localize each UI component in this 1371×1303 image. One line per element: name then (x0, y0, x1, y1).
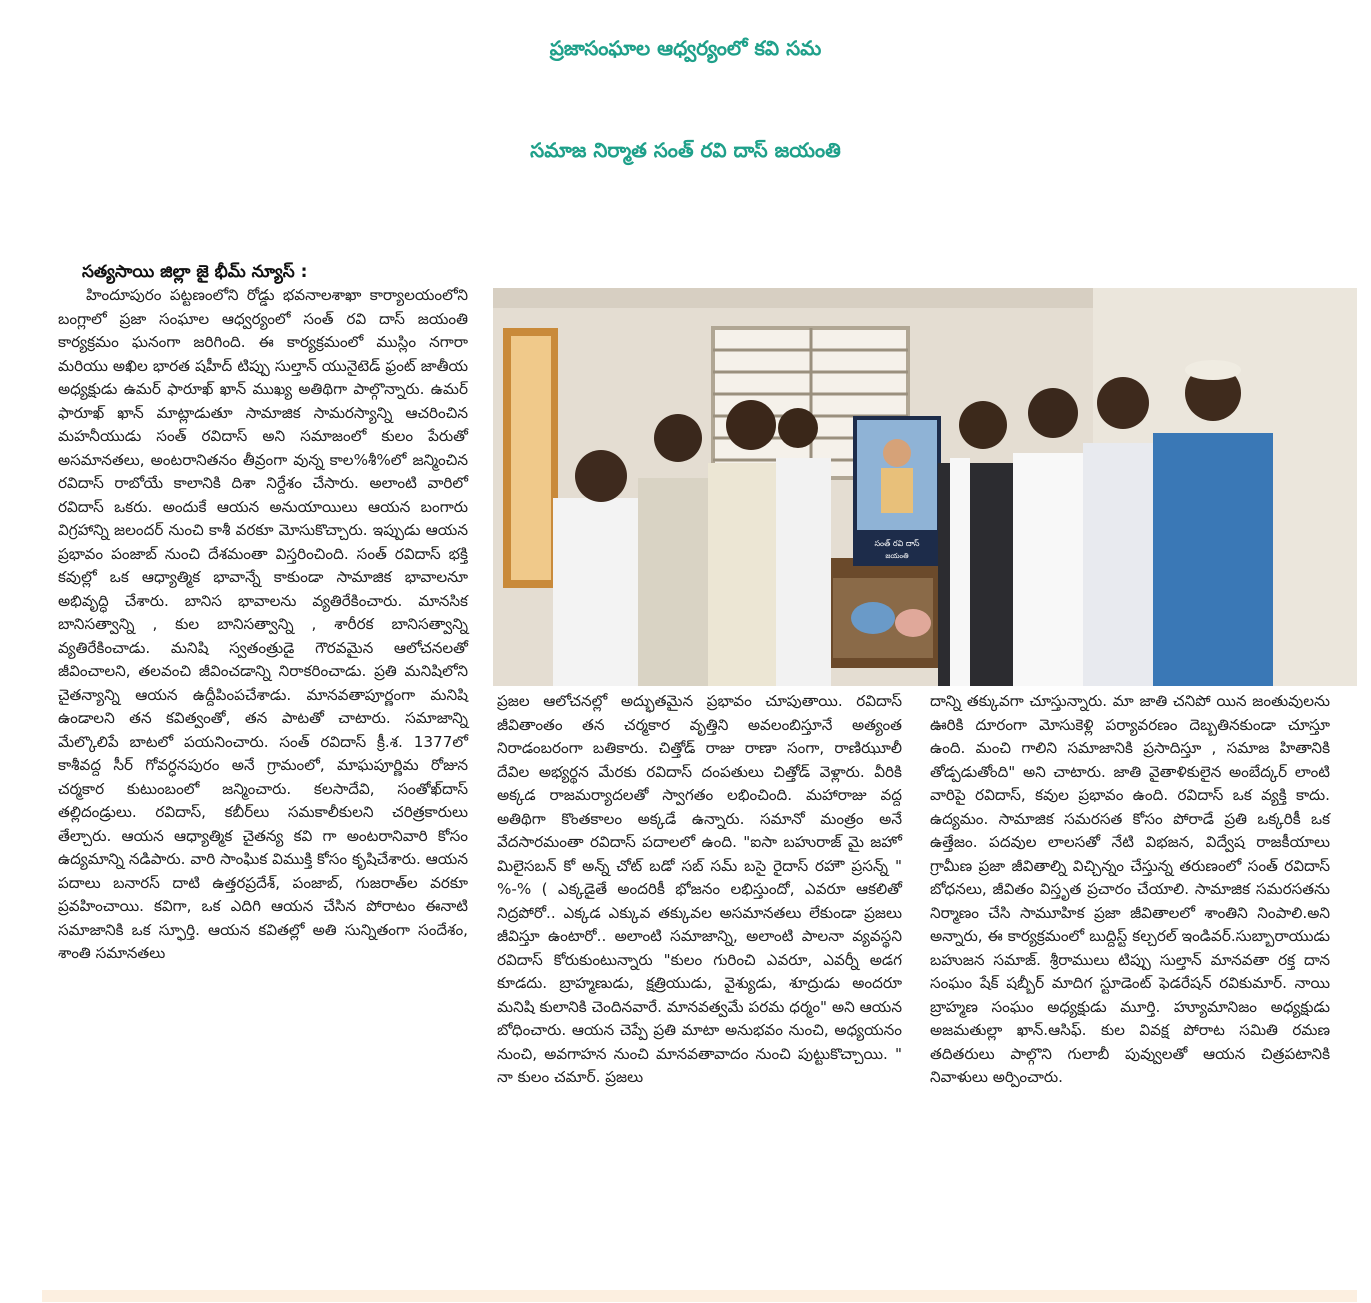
article-column-2 (497, 690, 902, 1090)
headline-line-1: ప్రజాసంఘాల ఆధ్వర్యంలో కవి సమ (549, 36, 822, 60)
portrait-caption: సంత్ రవి దాస్ (874, 539, 920, 548)
bottom-band (42, 1290, 1357, 1302)
column-1-text: హిందూపురం పట్టణంలోని రోడ్డు భవనాలశాఖా కార్యాలయంలోని బంగ్లాలో ప్రజా సంఘాల ఆధ్వర్యంలో సంత్ రవి దాస్ జయంతి కార్యక్రమం ఘనంగా జరిగింది. ఈ కార్యక్రమంలో ముస్లిం నగారా మరియు అఖిల భారత షహీద్ టిప్పు సుల్తాన్ యునైటెడ్ ఫ్రంట్ జాతీయ అధ్యక్షుడు ఉమర్ ఫారూఖ్ ఖాన్ ముఖ్య అతిథిగా పాల్గొన్నారు. ఉమర్ ఫారూఖ్ ఖాన్ మాట్లాడుతూ సామాజిక సామరస్యాన్ని ఆచరించిన మహనీయుడు సంత్ రవిదాస్ అని సమాజంలో కులం పేరుతో అసమానతలు, అంటరానితనం తీవ్రంగా వున్న కాల%శీ%లో జన్మించిన రవిదాస్ రాబోయే కాలానికి దిశా నిర్దేశం చేసారు. అలాంటి వారిలో రవిదాస్ ఒకరు. అందుకే ఆయన అనుయాయిలు ఆయన బంగారు విగ్రహాన్ని జలందర్ నుంచి కాశీ వరకూ మోసుకొచ్చారు. ఇప్పుడు ఆయన ప్రభావం పంజాబ్ నుంచి దేశమంతా విస్తరించింది. సంత్ రవిదాస్ భక్తి కవుల్లో ఒక ఆధ్యాత్మిక భావాన్నే కాకుండా సామాజిక భావాలనూ అభివృద్ధి చేశారు. బానిస భావాలను వ్యతిరేకించారు. మానసిక బానిసత్వాన్ని , కుల బానిసత్వాన్ని , శారీరక బానిసత్వాన్ని వ్యతిరేకించాడు. మనిషి స్వతంత్రుడై గౌరవమైన ఆలోచనలతో జీవించాలని, తలవంచి జీవించడాన్ని నిరాకరించాడు. ప్రతి మనిషిలోని చైతన్యాన్ని ఆయన ఉద్దీపింపచేశాడు. మానవతాపూర్ణంగా మనిషి ఉండాలని తన కవిత్వంతో, తన పాటతో చాటారు. సమాజాన్ని మేల్కొలిపే బాటలో పయనించారు. సంత్ రవిదాస్ క్రీ.శ. 1377లో కాశీవద్ద సీర్ గోవర్ధనపురం అనే గ్రామంలో, మాఘపూర్ణిమ రోజున చర్మకార కుటుంబంలో జన్మించారు. కలసాదేవి, సంతోఖ్‌దాస్ తల్లిదండ్రులు. రవిదాస్, కబీర్‌లు సమకాలీకులని చరిత్రకారులు తేల్చారు. ఆయన ఆధ్యాత్మిక చైతన్య కవి గా అంటరానివారి కోసం ఉద్యమాన్ని నడిపారు. వారి సాంఘిక విముక్తి కోసం కృషిచేశారు. ఆయన పదాలు బనారస్ దాటి ఉత్తరప్రదేశ్, పంజాబ్, గుజరాత్‌ల వరకూ ప్రవహించాయి. కవిగా, ఒక ఎదిగి ఆయన చేసిన పోరాటం ఈనాటి సమాజానికి ఒక స్ఫూర్తి. ఆయన కవితల్లో అతి సున్నితంగా సందేశం, శాంతి సమానతలు (58, 286, 468, 962)
column-2-text: ప్రజల ఆలోచనల్లో అద్భుతమైన ప్రభావం చూపుతాయి. రవిదాస్ జీవితాంతం తన చర్మకార వృత్తిని అవలంబిస్తూనే అత్యంత నిరాడంబరంగా బతికారు. చిత్తోడ్ రాజు రాణా సంగా, రాణిఝూలీ దేవిల అభ్యర్థన మేరకు రవిదాస్ దంపతులు చిత్తోడ్ వెళ్లారు. వీరికి అక్కడ రాజమర్యాదలతో స్వాగతం లభించింది. మహారాజు వద్ద అతిథిగా కొంతకాలం అక్కడే ఉన్నారు. సమానో మంత్రం అనే వేదసారమంతా రవిదాస్ పదాలలో ఉంది. "ఐసా బహురాజ్ మై జహో మిలైసబన్ కో అన్న్ చోట్ బడో సబ్ సమ్ బసై రైదాస్ రహౌ ప్రసన్న్ " %-% ( ఎక్కడైతే అందరికీ భోజనం లభిస్తుందో, ఎవరూ ఆకలితో నిద్రపోరో.. ఎక్కడ ఎక్కువ తక్కువల అసమానతలు లేకుండా ప్రజలు జీవిస్తూ ఉంటారో.. అలాంటి సమాజాన్ని, అలాంటి పాలనా వ్యవస్థని రవిదాస్ కోరుకుంటున్నారు "కులం గురించి ఎవరూ, ఎవర్నీ అడగ కూడదు. బ్రాహ్మణుడు, క్షత్రియుడు, వైశ్యుడు, శూద్రుడు అందరూ మనిషి కులానికి చెందినవారే. మానవత్వమే పరమ ధర్మం" అని ఆయన బోధించారు. ఆయన చెప్పే ప్రతి మాటా అనుభవం నుంచి, అధ్యయనం నుంచి, అవగాహన నుంచి మానవతావాదం నుంచి పుట్టుకొచ్చాయి. " నా కులం చమార్. ప్రజలు (497, 692, 902, 1086)
article-column-3 (930, 690, 1330, 1090)
portrait-sub: జయంతి (885, 552, 909, 560)
article-column-1 (58, 284, 468, 966)
byline: సత్యసాయి జిల్లా జై భీమ్ న్యూస్ : (82, 262, 308, 282)
event-photo (493, 288, 1357, 686)
column-3-text: దాన్ని తక్కువగా చూస్తున్నారు. మా జాతి చనిపో యిన జంతువులను ఊరికి దూరంగా మోసుకెళ్లి పర్యావరణం దెబ్బతినకుండా చూస్తూ ఉంది. మంచి గాలిని సమాజానికి ప్రసాదిస్తూ , సమాజ హితానికి తోడ్పడుతోంది" అని చాటారు. జాతి వైతాళికులైన అంబేద్కర్ లాంటి వారిపై రవిదాస్, కవుల ప్రభావం ఉంది. రవిదాస్ ఒక వ్యక్తి కాదు. ఉద్యమం. సామాజిక సమరసత కోసం పోరాడే ప్రతి ఒక్కరికీ ఒక ఉత్తేజం. పదవుల లాలసతో నేటి విభజన, విద్వేష రాజకీయాలు గ్రామీణ ప్రజా జీవితాల్ని విచ్చిన్నం చేస్తున్న తరుణంలో సంత్ రవిదాస్ బోధనలు, జీవితం విస్తృత ప్రచారం చేయాలి. సామాజిక సమరసతను నిర్మాణం చేసి సామూహిక ప్రజా జీవితాలలో శాంతిని నింపాలి.అని అన్నారు, ఈ కార్యక్రమంలో బుద్దిస్ట్ కల్చరల్ ఇండివర్.సుబ్బారాయుడు బహుజన సమాజ్. శ్రీరాములు టిప్పు సుల్తాన్ మానవతా రక్త దాన సంఘం షేక్ షబ్బీర్ మాదిగ స్టూడెంట్ ఫెడరేషన్ రవికుమార్. నాయి బ్రాహ్మణ సంఘం అధ్యక్షుడు మూర్తి. హ్యూమానిజం అధ్యక్షుడు అజమతుల్లా ఖాన్.ఆసిఫ్. కుల వివక్ష పోరాట సమితి రమణ తదితరులు పాల్గొని గులాబీ పువ్వులతో ఆయన చిత్రపటానికి నివాళులు అర్పించారు. (930, 692, 1330, 1086)
headline-line-2: సమాజ నిర్మాత సంత్ రవి దాస్ జయంతి (530, 138, 841, 162)
